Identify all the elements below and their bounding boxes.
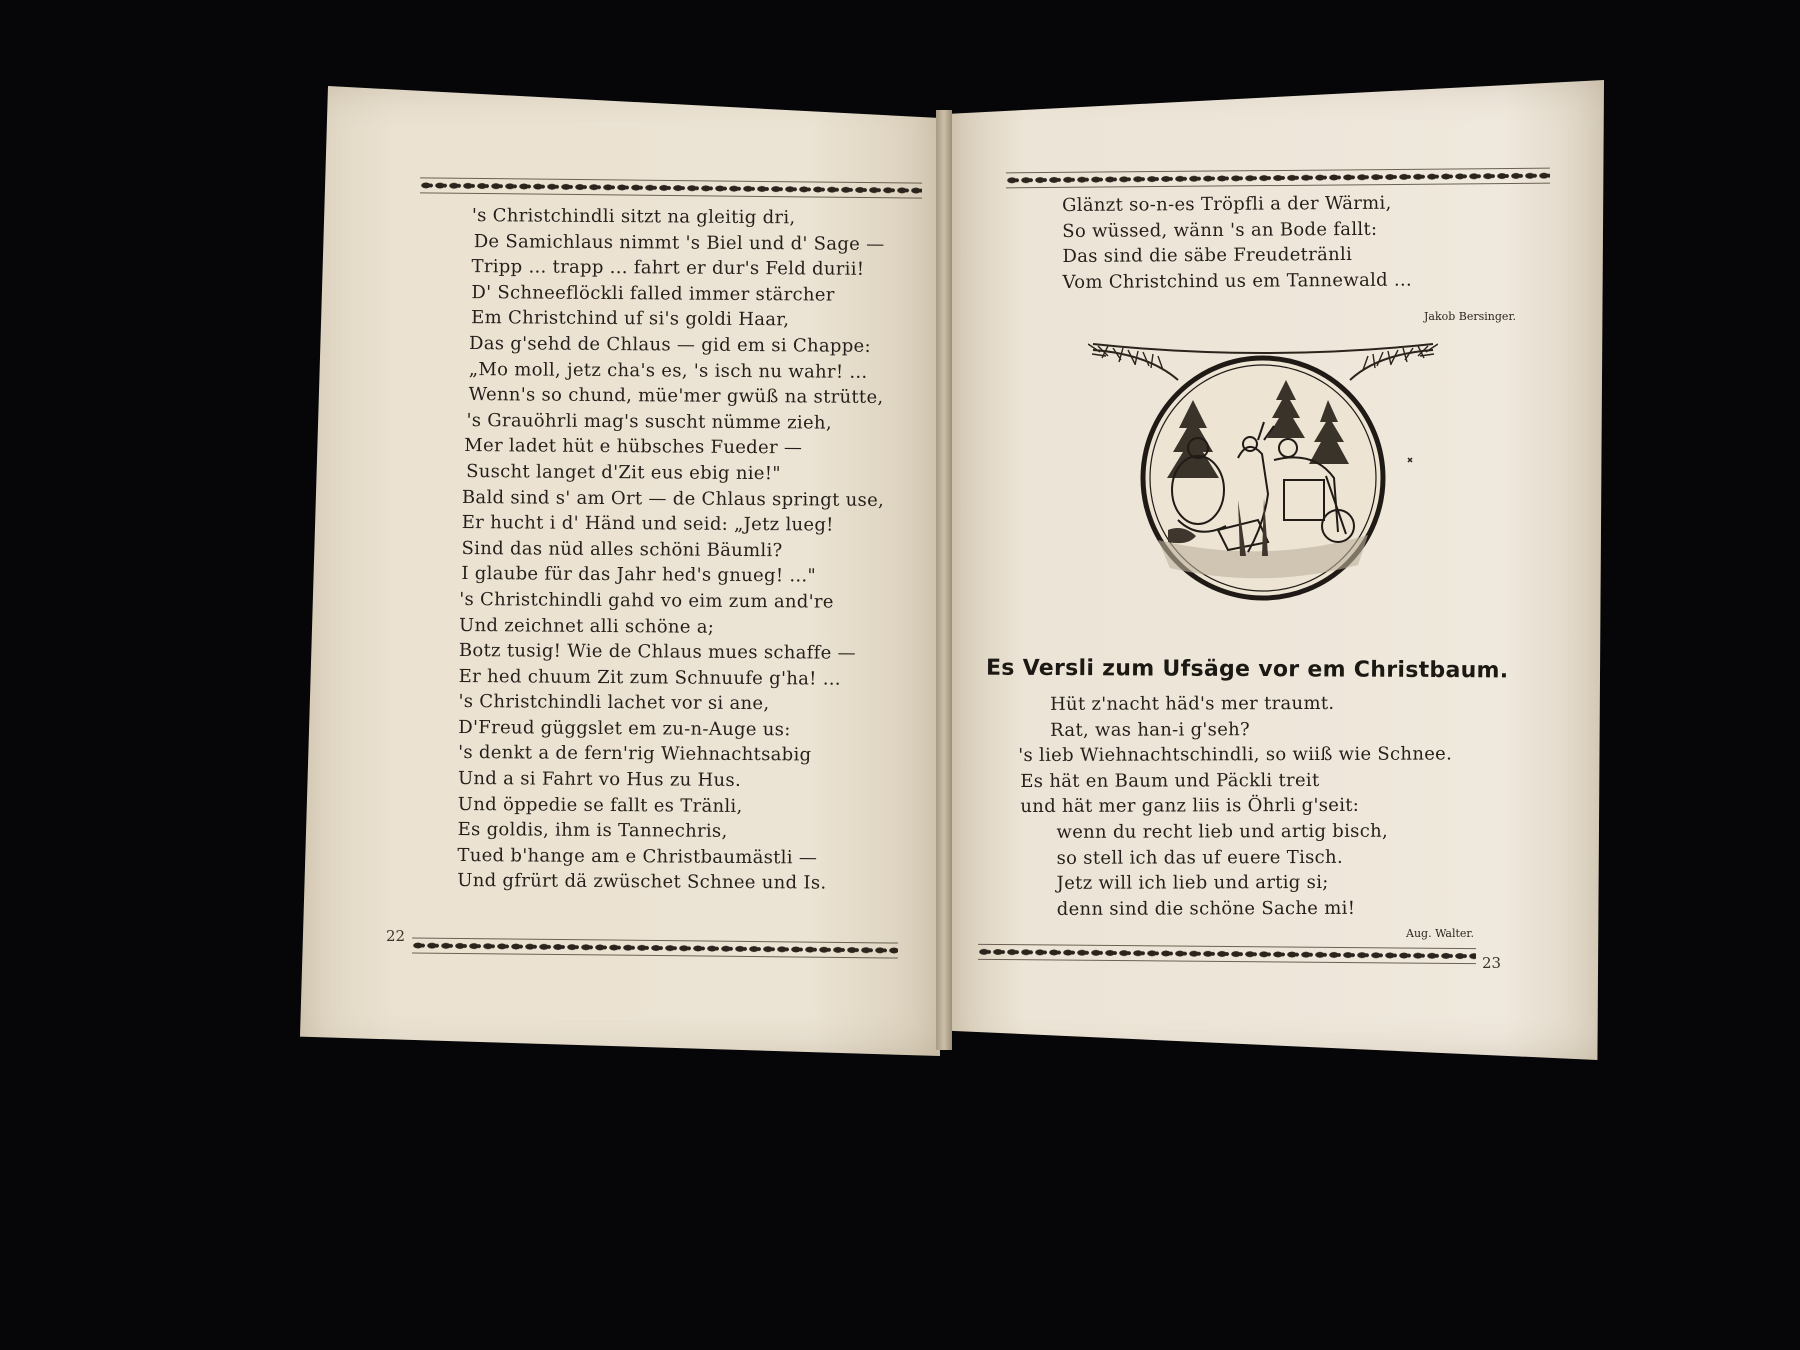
left-poem-line: Und gfrürt dä zwüschet Schnee und Is. <box>457 870 827 894</box>
right-verse-line: Es hät en Baum und Päckli treit <box>1020 769 1320 792</box>
left-poem-line: 's Christchindli gahd vo eim zum and're <box>459 588 834 613</box>
christmas-illustration <box>1088 340 1438 610</box>
right-verse-line: 's lieb Wiehnachtschindli, so wiiß wie Schnee. <box>1018 743 1453 767</box>
left-poem-line: I glaube für das Jahr hed's gnueg! ..." <box>461 563 817 587</box>
left-poem-line: Tripp ... trapp ... fahrt er dur's Feld durii! <box>471 256 865 280</box>
left-poem-line: 's Grauöhrli mag's suscht nümme zieh, <box>466 409 832 434</box>
stanza-author: Jakob Bersinger. <box>1424 310 1516 323</box>
left-poem-line: D' Schneeflöckli falled immer stärcher <box>471 281 835 306</box>
right-verse-line: Hüt z'nacht häd's mer traumt. <box>1050 692 1335 715</box>
left-poem-line: Er hed chuum Zit zum Schnuufe g'ha! ... <box>458 665 841 690</box>
left-poem-line: 's Christchindli sitzt na gleitig dri, <box>471 205 796 229</box>
left-poem-line: Suscht langet d'Zit eus ebig nie!" <box>466 460 781 485</box>
poem-title: Es Versli zum Ufsäge vor em Christbaum. <box>985 655 1509 684</box>
left-poem-line: Er hucht i d' Händ und seid: „Jetz lueg! <box>461 512 834 536</box>
right-stanza-line: Glänzt so-n-es Tröpfli a der Wärmi, <box>1062 192 1392 216</box>
right-stanza <box>1062 191 1412 296</box>
left-poem-line: Botz tusig! Wie de Chlaus mues schaffe — <box>458 640 856 664</box>
verse-author: Aug. Walter. <box>1406 927 1474 940</box>
right-page-number: 23 <box>1482 954 1502 972</box>
left-poem <box>457 203 886 897</box>
right-verse-line: denn sind die schöne Sache mi! <box>1056 897 1356 920</box>
left-poem-line: D'Freud güggslet em zu-n-Auge us: <box>458 716 791 741</box>
right-verse-line: so stell ich das uf euere Tisch. <box>1056 846 1343 869</box>
left-poem-line: Und a si Fahrt vo Hus zu Hus. <box>457 768 742 792</box>
left-poem-line: Bald sind s' am Ort — de Chlaus springt use, <box>461 486 885 511</box>
left-poem-line: 's Christchindli lachet vor si ane, <box>458 691 770 715</box>
book-spine <box>936 110 952 1050</box>
left-poem-line: 's denkt a de fern'rig Wiehnachtsabig <box>458 742 812 766</box>
left-poem-line: Em Christchind uf si's goldi Haar, <box>471 307 790 331</box>
right-stanza-line: Vom Christchind us em Tannewald ... <box>1062 269 1413 293</box>
left-poem-line: De Samichlaus nimmt 's Biel und d' Sage — <box>473 230 885 255</box>
left-poem-line: Und zeichnet alli schöne a; <box>458 614 715 638</box>
right-verse-line: Jetz will ich lieb und artig si; <box>1056 872 1329 895</box>
right-stanza-line: Das sind die säbe Freudetränli <box>1062 244 1353 268</box>
left-page-number: 22 <box>386 927 406 945</box>
left-poem-line: Wenn's so chund, müe'mer gwüß na strütte, <box>468 384 884 409</box>
left-poem-line: Das g'sehd de Chlaus — gid em si Chappe: <box>468 333 871 357</box>
right-verse-line: Rat, was han-i g'seh? <box>1050 718 1251 741</box>
left-poem-line: Und öppedie se fallt es Tränli, <box>457 793 743 817</box>
left-poem-line: Tued b'hange am e Christbaumästli — <box>457 844 818 869</box>
left-poem-line: „Mo moll, jetz cha's es, 's isch nu wahr! ... <box>468 358 868 383</box>
right-stanza-line: So wüssed, wänn 's an Bode fallt: <box>1062 218 1378 242</box>
right-verse-line: und hät mer ganz liis is Öhrli g'seit: <box>1020 795 1360 818</box>
right-verse <box>1018 690 1453 922</box>
left-poem-line: Mer ladet hüt e hübsches Fueder — <box>464 435 803 459</box>
left-poem-line: Es goldis, ihm is Tannechris, <box>457 819 728 843</box>
left-poem-line: Sind das nüd alles schöni Bäumli? <box>461 537 783 561</box>
right-verse-line: wenn du recht lieb und artig bisch, <box>1056 820 1389 843</box>
